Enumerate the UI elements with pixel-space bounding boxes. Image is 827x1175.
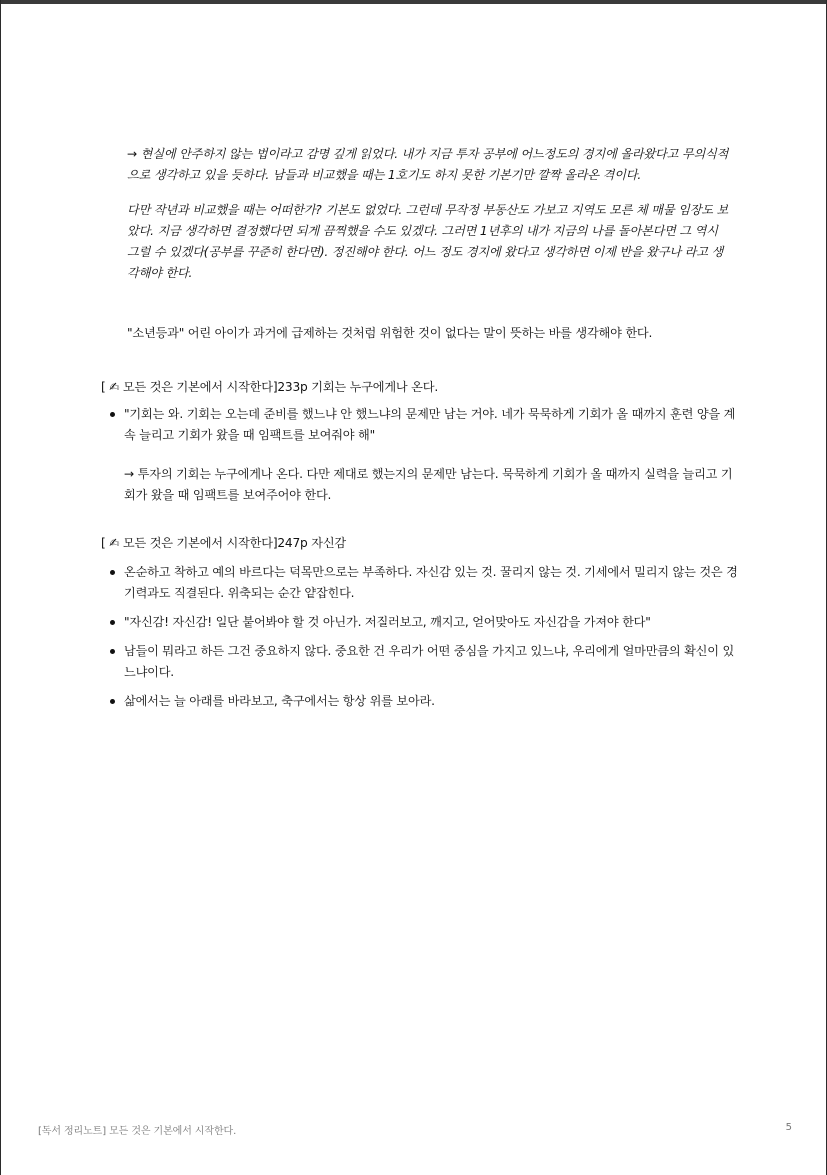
section1-bullet-list bbox=[101, 404, 741, 514]
bullet-dot-icon bbox=[110, 412, 115, 417]
section2-bullet-1: 온순하고 착하고 예의 바르다는 덕목만으로는 부족하다. 자신감 있는 것. 꿀리지 않는 것. 기세에서 밀리지 않는 것은 경기력과도 직결된다. 위축되는 순간 얕잡힌다. bbox=[124, 565, 738, 600]
bullet-dot-icon bbox=[110, 620, 115, 625]
list-item bbox=[101, 691, 741, 712]
section2-heading: [ ✍ 모든 것은 기본에서 시작한다]247p 자신감 bbox=[101, 536, 346, 550]
intro-text-1: → 현실에 안주하지 않는 법이라고 감명 깊게 읽었다. 내가 지금 투자 공부에 어느정도의 경지에 올라왔다고 무의식적으로 생각하고 있을 듯하다. 남들과 비교했을 때는 1호기도 하지 못한 기본기만 깔짝 올라온 격이다. bbox=[127, 147, 729, 182]
intro-text-2: 다만 작년과 비교했을 때는 어떠한가? 기본도 없었다. 그런데 무작정 부동산도 가보고 지역도 모른 체 매물 임장도 보았다. 지금 생각하면 결정했다면 되게 끔찍했을 수도 있겠다. 그러면 1년후의 내가 지금의 나를 돌아본다면 그 역시 그럴 수 있겠다(공부를 꾸준히 한다면). 정진해야 한다. 어느 정도 경지에 왔다고 생각하면 이제 반을 왔구나 라고 생각해야 한다. bbox=[127, 203, 729, 280]
intro-paragraph-1 bbox=[127, 144, 733, 186]
list-item bbox=[101, 562, 741, 604]
list-item bbox=[101, 404, 741, 506]
bullet-dot-icon bbox=[110, 699, 115, 704]
section2-bullet-4: 삶에서는 늘 아래를 바라보고, 축구에서는 항상 위를 보아라. bbox=[124, 694, 435, 708]
intro-paragraph-3 bbox=[127, 323, 733, 344]
intro-paragraph-2 bbox=[127, 200, 733, 284]
footer-document-title: [독서 정리노트] 모든 것은 기본에서 시작한다. bbox=[38, 1126, 237, 1137]
section2-bullet-list bbox=[101, 562, 741, 720]
bullet-dot-icon bbox=[110, 649, 115, 654]
list-item bbox=[101, 641, 741, 683]
bullet-dot-icon bbox=[110, 570, 115, 575]
intro-text-3: "소년등과" 어린 아이가 과거에 급제하는 것처럼 위험한 것이 없다는 말이 뜻하는 바를 생각해야 한다. bbox=[127, 326, 653, 340]
section2-bullet-3: 남들이 뭐라고 하든 그건 중요하지 않다. 중요한 건 우리가 어떤 중심을 가지고 있느냐, 우리에게 얼마만큼의 확신이 있느냐이다. bbox=[124, 644, 735, 679]
footer-page-number: 5 bbox=[785, 1122, 792, 1133]
list-item bbox=[101, 612, 741, 633]
viewer-top-bar bbox=[0, 0, 827, 4]
page-left-border bbox=[0, 0, 1, 1175]
section1-quote: "기회는 와. 기회는 오는데 준비를 했느냐 안 했느냐의 문제만 남는 거야. 네가 묵묵하게 기회가 올 때까지 훈련 양을 계속 늘리고 기회가 왔을 때 임팩트를 보여줘야 해" bbox=[124, 407, 736, 442]
section1-note: → 투자의 기회는 누구에게나 온다. 다만 제대로 했는지의 문제만 남는다. 묵묵하게 기회가 올 때까지 실력을 늘리고 기회가 왔을 때 임팩트를 보여주어야 한다. bbox=[124, 467, 733, 502]
section2-bullet-2: "자신감! 자신감! 일단 붙어봐야 할 것 아닌가. 저질러보고, 깨지고, 얻어맞아도 자신감을 가져야 한다" bbox=[124, 615, 651, 629]
section1-heading: [ ✍ 모든 것은 기본에서 시작한다]233p 기회는 누구에게나 온다. bbox=[101, 380, 438, 394]
